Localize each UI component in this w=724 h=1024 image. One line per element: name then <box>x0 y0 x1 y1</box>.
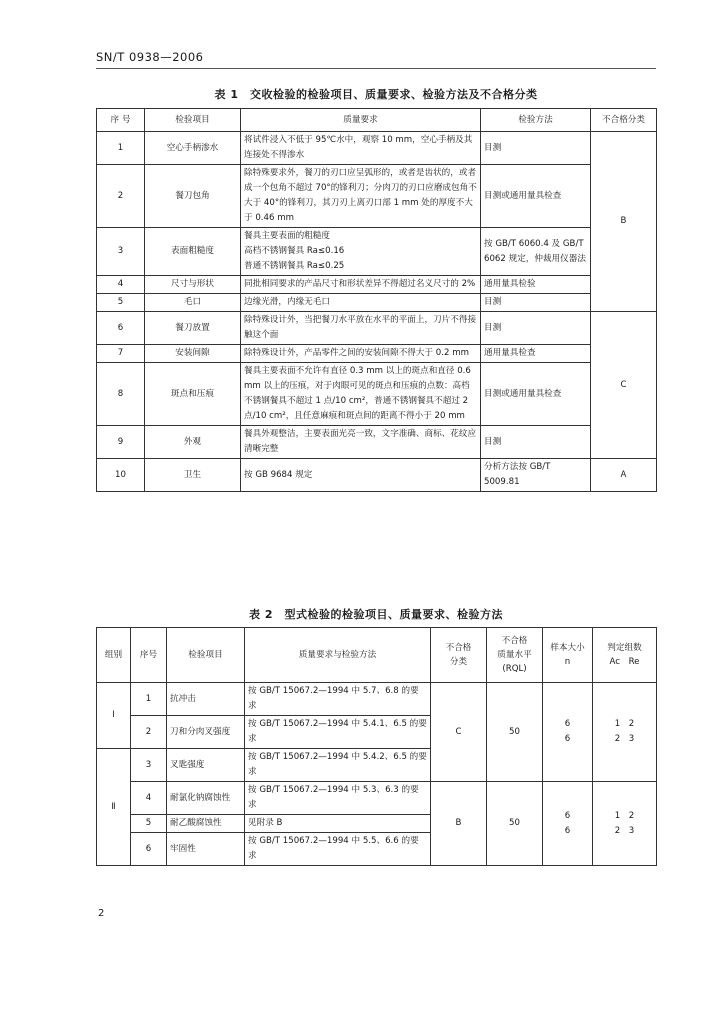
row-number: 2 <box>131 716 167 749</box>
row-number: 9 <box>97 426 145 459</box>
table1-header-method: 检验方法 <box>481 109 591 132</box>
row-number: 5 <box>97 294 145 312</box>
inspection-item: 卫生 <box>145 459 241 492</box>
table2-caption-title: 型式检验的检验项目、质量要求、检验方法 <box>284 608 503 621</box>
table1-row <box>97 363 657 426</box>
table1-header-row <box>97 109 657 132</box>
table1-row <box>97 312 657 345</box>
inspection-method: 目测 <box>481 132 591 165</box>
table2-header-requirement: 质量要求与检验方法 <box>245 628 431 683</box>
inspection-item: 餐刀放置 <box>145 312 241 345</box>
row-number: 6 <box>131 833 167 866</box>
sample-size: 6 6 <box>543 683 593 782</box>
sample-size: 6 6 <box>543 782 593 866</box>
table1-row <box>97 294 657 312</box>
header-rule <box>96 68 656 69</box>
row-number: 1 <box>131 683 167 716</box>
table2-caption-number: 表 2 <box>249 608 273 621</box>
quality-requirement: 按 GB/T 15067.2—1994 中 5.4.1、6.5 的要求 <box>245 716 431 749</box>
quality-requirement: 按 GB/T 15067.2—1994 中 5.7、6.8 的要求 <box>245 683 431 716</box>
table1-caption-number: 表 1 <box>214 88 239 101</box>
inspection-item: 尺寸与形状 <box>145 276 241 294</box>
inspection-item: 耐氯化钠腐蚀性 <box>167 782 245 815</box>
rql-value: 50 <box>487 782 543 866</box>
inspection-item: 毛口 <box>145 294 241 312</box>
quality-requirement: 见附录 B <box>245 815 431 833</box>
row-number: 10 <box>97 459 145 492</box>
table1-caption-title: 交收检验的检验项目、质量要求、检验方法及不合格分类 <box>249 88 538 101</box>
inspection-method: 通用量具检验 <box>481 276 591 294</box>
inspection-item: 刀和分肉叉强度 <box>167 716 245 749</box>
quality-requirement: 按 GB/T 15067.2—1994 中 5.3、6.3 的要求 <box>245 782 431 815</box>
row-number: 4 <box>131 782 167 815</box>
table2-header-sample-size: 样本大小 n <box>543 628 593 683</box>
inspection-item: 抗冲击 <box>167 683 245 716</box>
row-number: 3 <box>97 228 145 276</box>
row-number: 4 <box>97 276 145 294</box>
inspection-method: 目测或通用量具检查 <box>481 165 591 228</box>
quality-requirement: 将试件浸入不低于 95℃水中，观察 10 mm，空心手柄及其连接处不得渗水 <box>241 132 481 165</box>
table2-header-class: 不合格 分类 <box>431 628 487 683</box>
table2-header-acceptance: 判定组数 Ac Re <box>593 628 657 683</box>
nonconformity-class-b: B <box>591 132 657 312</box>
quality-requirement: 除特殊要求外，餐刀的刃口应呈弧形的，或者是齿状的，或者成一个包角不超过 70°的锋利刀；分肉刀的刃口应磨成包角不大于 40°的锋利刀，其刀刃上离刃口部 1 mm 处的厚度不大于 0.46 mm <box>241 165 481 228</box>
quality-requirement: 除特殊设计外，产品零件之间的安装间隙不得大于 0.2 mm <box>241 345 481 363</box>
nonconformity-class-a: A <box>591 459 657 492</box>
quality-requirement: 按 GB 9684 规定 <box>241 459 481 492</box>
table2-row <box>97 782 657 815</box>
quality-requirement: 按 GB/T 15067.2—1994 中 5.4.2、6.5 的要求 <box>245 749 431 782</box>
row-number: 3 <box>131 749 167 782</box>
table1-row <box>97 459 657 492</box>
standard-code: SN/T 0938—2006 <box>96 50 204 64</box>
table2-caption <box>96 606 656 622</box>
table1-header-item: 检验项目 <box>145 109 241 132</box>
table1-row <box>97 426 657 459</box>
inspection-item: 空心手柄渗水 <box>145 132 241 165</box>
table1-row <box>97 132 657 165</box>
row-number: 5 <box>131 815 167 833</box>
table2-header-item: 检验项目 <box>167 628 245 683</box>
inspection-item: 牢固性 <box>167 833 245 866</box>
group-label: Ⅱ <box>97 749 131 866</box>
table2 <box>96 627 657 866</box>
row-number: 8 <box>97 363 145 426</box>
nonconformity-class-c: C <box>591 312 657 459</box>
row-number: 6 <box>97 312 145 345</box>
row-number: 1 <box>97 132 145 165</box>
table1-row <box>97 345 657 363</box>
inspection-method: 目测 <box>481 426 591 459</box>
inspection-item: 斑点和压痕 <box>145 363 241 426</box>
table2-header-row <box>97 628 657 683</box>
quality-requirement: 除特殊设计外，当把餐刀水平放在水平的平面上，刀片不得接触这个面 <box>241 312 481 345</box>
page-number: 2 <box>98 908 105 919</box>
acceptance-rejection: 1 2 2 3 <box>593 683 657 782</box>
table1-row <box>97 165 657 228</box>
table1-caption <box>96 86 656 102</box>
quality-requirement: 边缘光滑，内缘无毛口 <box>241 294 481 312</box>
group-label: Ⅰ <box>97 683 131 749</box>
inspection-item: 安装间隙 <box>145 345 241 363</box>
quality-requirement: 餐具主要表面的粗糙度 高档不锈钢餐具 Ra≤0.16 普通不锈钢餐具 Ra≤0.25 <box>241 228 481 276</box>
inspection-method: 目测 <box>481 294 591 312</box>
quality-requirement: 按 GB/T 15067.2—1994 中 5.5、6.6 的要求 <box>245 833 431 866</box>
table1-header-requirement: 质量要求 <box>241 109 481 132</box>
inspection-method: 分析方法按 GB/T 5009.81 <box>481 459 591 492</box>
table1-row <box>97 276 657 294</box>
inspection-item: 叉匙强度 <box>167 749 245 782</box>
inspection-method: 目测 <box>481 312 591 345</box>
inspection-method: 目测或通用量具检查 <box>481 363 591 426</box>
table1-header-class: 不合格分类 <box>591 109 657 132</box>
table1-row <box>97 228 657 276</box>
table2-header-group: 组别 <box>97 628 131 683</box>
quality-requirement: 餐具外观整洁，主要表面光亮一致，文字准确、商标、花纹应清晰完整 <box>241 426 481 459</box>
inspection-item: 餐刀包角 <box>145 165 241 228</box>
table2-header-no: 序号 <box>131 628 167 683</box>
inspection-method: 按 GB/T 6060.4 及 GB/T 6062 规定，仲裁用仪器法 <box>481 228 591 276</box>
inspection-item: 外观 <box>145 426 241 459</box>
table1-header-no: 序 号 <box>97 109 145 132</box>
inspection-item: 耐乙酸腐蚀性 <box>167 815 245 833</box>
row-number: 2 <box>97 165 145 228</box>
nonconformity-class: B <box>431 782 487 866</box>
nonconformity-class: C <box>431 683 487 782</box>
rql-value: 50 <box>487 683 543 782</box>
quality-requirement: 餐具主要表面不允许有直径 0.3 mm 以上的斑点和直径 0.6 mm 以上的压痕，对于肉眼可见的斑点和压痕的点数：高档不锈钢餐具不超过 1 点/10 cm²，普通不锈钢餐具不超过 2 点/10 cm²，且任意麻痕和斑点间的距离不得小于 20 mm <box>241 363 481 426</box>
table2-header-rql: 不合格 质量水平 (RQL) <box>487 628 543 683</box>
row-number: 7 <box>97 345 145 363</box>
acceptance-rejection: 1 2 2 3 <box>593 782 657 866</box>
inspection-item: 表面粗糙度 <box>145 228 241 276</box>
table2-row <box>97 683 657 716</box>
inspection-method: 通用量具检查 <box>481 345 591 363</box>
quality-requirement: 同批相同要求的产品尺寸和形状差异不得超过名义尺寸的 2% <box>241 276 481 294</box>
table1 <box>96 108 657 492</box>
